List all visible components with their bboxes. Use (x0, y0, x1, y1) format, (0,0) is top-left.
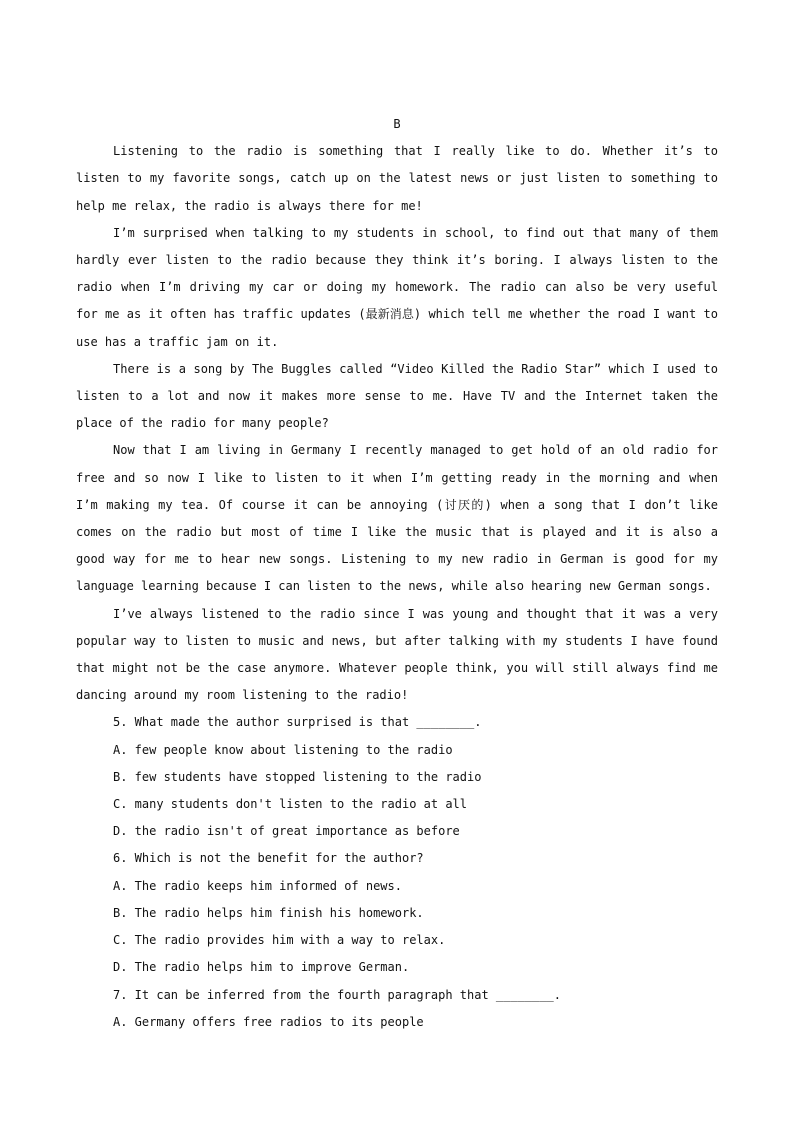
paragraph-4: Now that I am living in Germany I recently managed to get hold of an old radio for free and so now I like to listen to it when I’m getting ready in the morning and when I’m making my tea. Of course it can be annoying (讨厌的) when a song that I don’t like comes on the radio but most of time I like the music that is played and it is also a good way for me to hear new songs. Listening to my new radio in German is good for my language learning because I can listen to the news, while also hearing new German songs. (76, 443, 718, 594)
section-title: B (393, 117, 401, 131)
question-5-option-c: C. many students don't listen to the radio at all (113, 797, 468, 812)
paragraph-3: There is a song by The Buggles called “Video Killed the Radio Star” which I used to listen to a lot and now it makes more sense to me. Have TV and the Internet taken the place of the radio for many people? (76, 361, 718, 431)
question-6-stem: 6. Which is not the benefit for the author? (113, 851, 424, 866)
question-6-option-d: D. The radio helps him to improve German. (113, 960, 410, 975)
question-6-option-c: C. The radio provides him with a way to relax. (113, 933, 446, 948)
question-7-option-a: A. Germany offers free radios to its people (113, 1014, 424, 1029)
paragraph-2: I’m surprised when talking to my students in school, to find out that many of them hardly ever listen to the radio because they think it’s boring. I always listen to the radio when I’m driving my car or doing my homework. The radio can also be very useful for me as it often has traffic updates (最新消息) which tell me whether the road I want to use has a traffic jam on it. (76, 225, 718, 349)
question-6-option-a: A. The radio keeps him informed of news. (113, 878, 402, 893)
question-5-option-a: A. few people know about listening to the radio (113, 742, 453, 757)
document-page (76, 111, 718, 1036)
paragraph-5: I’ve always listened to the radio since I was young and thought that it was a very popular way to listen to music and news, but after talking with my students I have found that might not be the case anymore. Whatever people think, you will still always find me dancing around my room listening to the radio! (76, 606, 718, 703)
paragraph-1: Listening to the radio is something that I really like to do. Whether it’s to listen to my favorite songs, catch up on the latest news or just listen to something to help me relax, the radio is always there for me! (76, 144, 718, 213)
question-5-option-d: D. the radio isn't of great importance as before (113, 824, 460, 839)
question-6-option-b: B. The radio helps him finish his homework. (113, 905, 424, 920)
question-5-option-b: B. few students have stopped listening to the radio (113, 769, 482, 784)
question-7-stem: 7. It can be inferred from the fourth paragraph that ________. (113, 987, 561, 1002)
question-5-stem: 5. What made the author surprised is that ________. (113, 715, 482, 730)
